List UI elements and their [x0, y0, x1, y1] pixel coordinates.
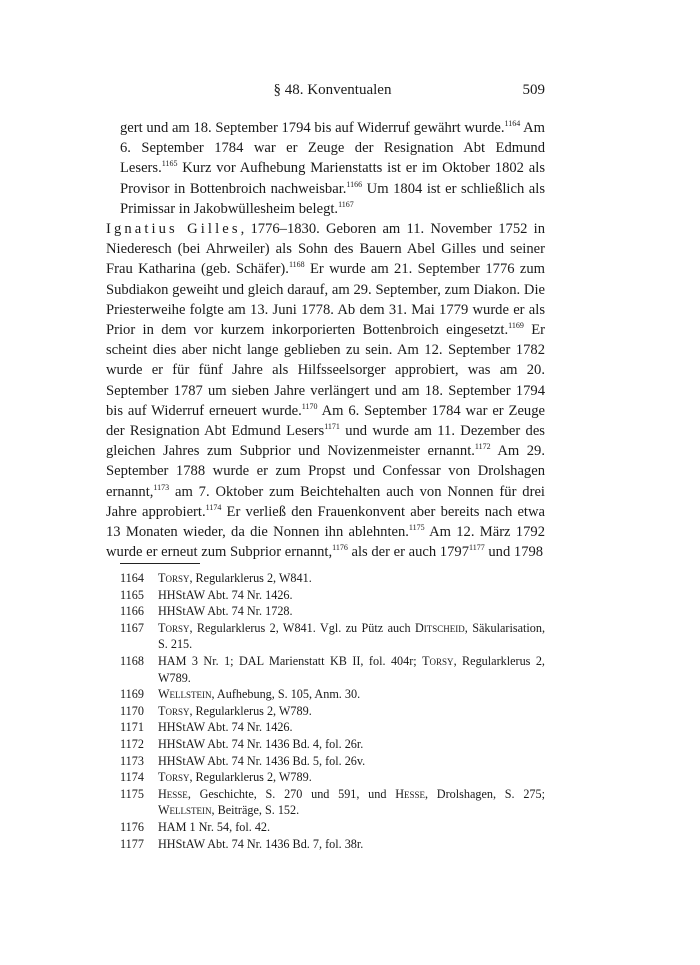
text-run: Am 29. September 1788 wurde er zum Propst und Confessar von Drolshagen ernannt, [106, 443, 545, 500]
footnote-ref[interactable]: 1175 [408, 523, 425, 533]
footnote-number: 1169 [120, 687, 144, 702]
footnote-text: , Drolshagen, S. 275; [425, 786, 545, 801]
footnote-ref[interactable]: 1172 [474, 442, 491, 452]
author-name: Torsy [158, 620, 190, 635]
footnote-text: HHStAW Abt. 74 Nr. 1436 Bd. 7, fol. 38r. [158, 836, 364, 851]
author-name: Torsy [422, 653, 454, 668]
footnote-text: , Regularklerus 2, W789. [189, 770, 312, 785]
footnote [120, 836, 545, 853]
running-head [120, 82, 545, 104]
footnote-text: HAM 3 Nr. 1; DAL Marienstatt KB II, fol. 404r; [158, 653, 423, 668]
footnote-text: , Regularklerus 2, W841. Vgl. zu Pütz auch [189, 620, 415, 635]
footnote-ref[interactable]: 1176 [332, 543, 348, 553]
footnote [120, 686, 545, 703]
text-run: Am 12. März 1792 wurde er erneut zum Subprior ernannt, [106, 524, 545, 561]
footnote-text: HHStAW Abt. 74 Nr. 1426. [158, 587, 293, 602]
footnote-number: 1167 [120, 620, 144, 635]
footnote-separator [120, 563, 200, 564]
footnote-text: HAM 1 Nr. 54, fol. 42. [158, 819, 271, 834]
text-run: und 1798 [484, 544, 544, 561]
footnote [120, 570, 545, 587]
main-text [106, 118, 546, 562]
footnote-number: 1172 [120, 736, 144, 751]
paragraph-continuation [120, 118, 545, 219]
text-run: als der er auch 1797 [347, 544, 469, 561]
footnote-text: , Regularklerus 2, W789. [189, 703, 312, 718]
footnote-text: HHStAW Abt. 74 Nr. 1436 Bd. 5, fol. 26v. [158, 753, 366, 768]
footnote-ref[interactable]: 1166 [346, 179, 363, 189]
footnote-text: , Geschichte, S. 270 und 591, und [187, 786, 396, 801]
footnote [120, 653, 545, 686]
footnote-number: 1164 [120, 571, 144, 585]
footnote [120, 620, 545, 653]
footnote-ref[interactable]: 1165 [161, 159, 178, 169]
text-run: Er scheint dies aber nicht lange geblieben zu sein. Am 12. September 1782 wurde er für fünf Jahre als Hilfsseelsorger approbiert, was am 20. September 1787 um sieben Jahre verlängert und am 18. September 1794 bis auf Widerruf erneuert wurde. [106, 322, 545, 419]
footnote-ref[interactable]: 1164 [504, 119, 521, 128]
entry-name: Ignatius Gilles [106, 221, 241, 238]
footnote-number: 1171 [120, 720, 144, 735]
footnote-ref[interactable]: 1170 [301, 401, 318, 411]
footnote-text: , Säkularisation, S. 215. [158, 620, 546, 652]
footnote [120, 769, 545, 786]
text-run: am 7. Oktober zum Beichtehalten auch von Nonnen für drei Jahre approbiert. [106, 483, 545, 520]
text-run: Er verließ den Frauenkonvent aber bereits nach etwa 13 Monaten wieder, da die Nonnen ihn ablehnten. [106, 503, 546, 541]
footnote-number: 1176 [120, 819, 144, 834]
footnote [120, 587, 545, 604]
author-name: Wellstein [158, 803, 212, 818]
text-run: Kurz vor Aufhebung Marienstatts ist er im Oktober 1802 als Provisor in Bottenbroich nachweisbar. [120, 160, 545, 197]
footnote [120, 753, 545, 770]
footnote-number: 1175 [120, 786, 144, 801]
footnote-text: HHStAW Abt. 74 Nr. 1728. [158, 604, 293, 619]
footnote-text: HHStAW Abt. 74 Nr. 1436 Bd. 4, fol. 26r. [158, 736, 364, 751]
text-run: Am 6. September 1784 war er Zeuge der Resignation Abt Edmund Lesers [106, 402, 546, 440]
text-run: gert und am 18. September 1794 bis auf Widerruf gewährt wurde. [120, 120, 505, 136]
footnote-ref[interactable]: 1167 [338, 199, 354, 209]
footnotes [120, 570, 545, 852]
footnote-text: , Beiträge, S. 152. [211, 803, 300, 818]
author-name: Torsy [158, 703, 190, 718]
footnote-number: 1170 [120, 703, 144, 718]
footnote-number: 1173 [120, 753, 144, 768]
footnote [120, 703, 545, 720]
text-run: Er wurde am 21. September 1776 zum Subdiakon geweiht und gleich darauf, am 29. September, zum Diakon. Die Priesterweihe folgte am 13. Juni 1778. Ab dem 31. Mai 1779 wurde er als Prior in dem vor kurzem inkorporierten Bottenbroich eingesetzt. [106, 261, 545, 339]
footnote [120, 736, 545, 753]
footnote-number: 1174 [120, 770, 144, 785]
text-run: Um 1804 ist er schließlich als Primissar in Jakobwüllesheim belegt. [120, 180, 546, 217]
footnote-number: 1168 [120, 653, 144, 668]
footnote-text: , Regularklerus 2, W789. [158, 653, 545, 685]
entry-ignatius-gilles [106, 219, 545, 562]
footnote [120, 603, 545, 620]
footnote-ref[interactable]: 1171 [324, 422, 340, 432]
text-run: , 1776–1830. Geboren am 11. November 1752 in Niederesch (bei Ahrweiler) als Sohn des Bauern Abel Gilles und seiner Frau Katharina (geb. Schäfer). [106, 221, 545, 278]
author-name: Hesse [158, 786, 188, 801]
footnote-ref[interactable]: 1177 [469, 543, 485, 553]
footnote-number: 1177 [120, 836, 144, 851]
footnote [120, 786, 545, 819]
footnote-ref[interactable]: 1174 [205, 502, 222, 512]
author-name: Hesse [395, 786, 426, 801]
page-number: 509 [522, 82, 545, 98]
text-run: und wurde am 11. Dezember des gleichen Jahres zum Subprior und Novizenmeister ernannt. [106, 423, 545, 460]
author-name: Ditscheid [414, 620, 465, 635]
author-name: Torsy [158, 571, 190, 585]
footnote-text: , Aufhebung, S. 105, Anm. 30. [211, 687, 361, 702]
author-name: Wellstein [158, 687, 212, 702]
running-title: § 48. Konventualen [273, 82, 392, 98]
footnote-text: , Regularklerus 2, W841. [189, 571, 312, 585]
footnote-number: 1166 [120, 604, 144, 619]
author-name: Torsy [158, 770, 190, 785]
footnote [120, 719, 545, 736]
text-run: Am 6. September 1784 war er Zeuge der Resignation Abt Edmund Lesers. [120, 120, 546, 177]
footnote-ref[interactable]: 1169 [508, 321, 524, 331]
footnote-ref[interactable]: 1168 [288, 260, 305, 270]
footnote [120, 819, 545, 836]
footnote-text: HHStAW Abt. 74 Nr. 1426. [158, 720, 293, 735]
footnote-number: 1165 [120, 587, 144, 602]
footnote-ref[interactable]: 1173 [153, 482, 170, 492]
